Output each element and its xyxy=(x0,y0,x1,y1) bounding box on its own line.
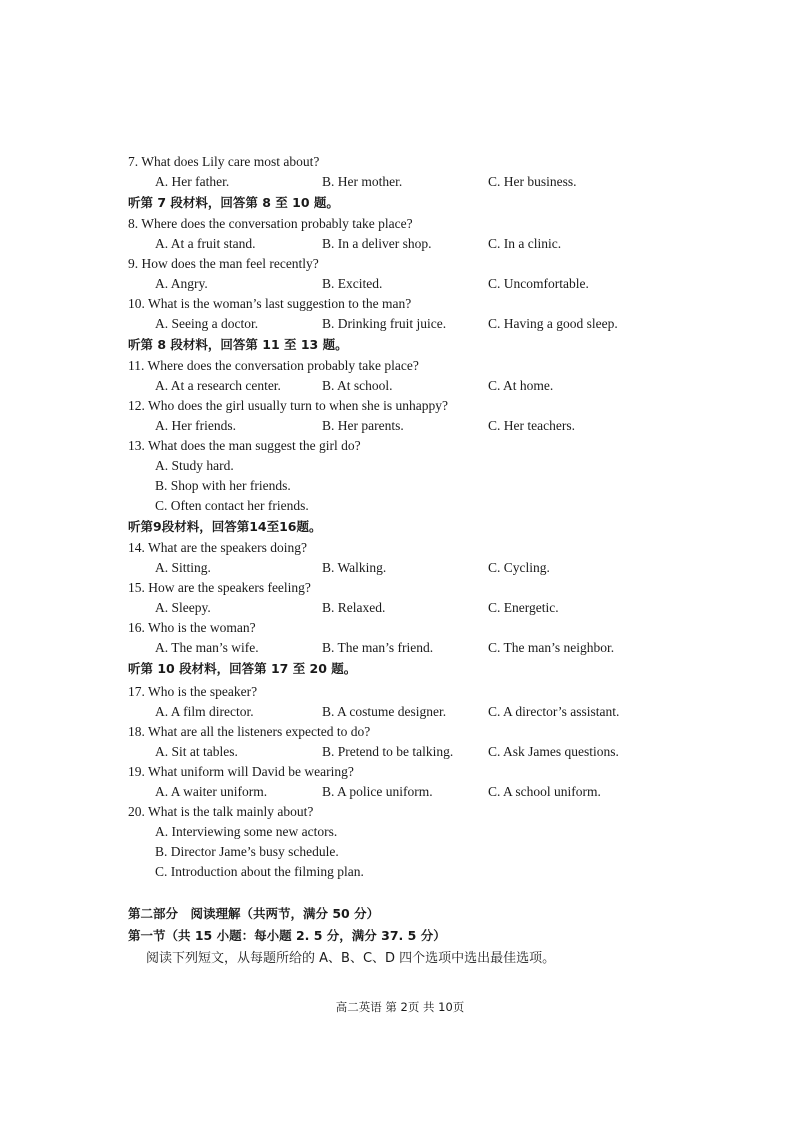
option-b: B. Relaxed. xyxy=(322,600,386,615)
option-c: C. Energetic. xyxy=(488,600,559,615)
section-header-9: 听第9段材料，回答第14至16题。 xyxy=(128,519,322,534)
option-a: A. At a fruit stand. xyxy=(155,236,256,251)
question-16: 16. Who is the woman? xyxy=(128,620,256,635)
option-b: B. Drinking fruit juice. xyxy=(322,316,447,331)
option-b-text: B. Shop with her friends. xyxy=(155,478,291,493)
options-15 xyxy=(0,598,800,618)
options-10 xyxy=(0,314,800,334)
option-a-text: A. Interviewing some new actors. xyxy=(155,824,338,839)
options-18 xyxy=(0,742,800,762)
question-11: 11. Where does the conversation probably take place? xyxy=(128,358,419,373)
option-b: B. Pretend to be talking. xyxy=(322,744,454,759)
question-14: 14. What are the speakers doing? xyxy=(128,540,307,555)
options-19 xyxy=(0,782,800,802)
option-b: B. A police uniform. xyxy=(322,784,433,799)
option-b: B. The man’s friend. xyxy=(322,640,434,655)
option-a: A. At a research center. xyxy=(155,378,281,393)
options-11 xyxy=(0,376,800,396)
options-17 xyxy=(0,702,800,722)
options-9 xyxy=(0,274,800,294)
option-c xyxy=(0,862,800,882)
option-c: C. Her business. xyxy=(488,174,577,189)
options-14 xyxy=(0,558,800,578)
option-a: A. The man’s wife. xyxy=(155,640,259,655)
option-c: C. Her teachers. xyxy=(488,418,575,433)
option-b xyxy=(0,842,800,862)
option-a: A. Angry. xyxy=(155,276,208,291)
question-15: 15. How are the speakers feeling? xyxy=(128,580,311,595)
option-c: C. The man’s neighbor. xyxy=(488,640,615,655)
option-a: A. Sleepy. xyxy=(155,600,211,615)
option-b: B. Excited. xyxy=(322,276,383,291)
option-b-text: B. Director Jame’s busy schedule. xyxy=(155,844,339,859)
option-b: B. At school. xyxy=(322,378,393,393)
option-a: A. A waiter uniform. xyxy=(155,784,268,799)
option-c: C. Ask James questions. xyxy=(488,744,619,759)
options-16 xyxy=(0,638,800,658)
question-8: 8. Where does the conversation probably take place? xyxy=(128,216,413,231)
option-c xyxy=(0,496,800,516)
section-header-10: 听第 10 段材料，回答第 17 至 20 题。 xyxy=(128,661,357,676)
option-a: A. Sitting. xyxy=(155,560,211,575)
option-c: C. A school uniform. xyxy=(488,784,601,799)
option-c: C. At home. xyxy=(488,378,554,393)
question-9: 9. How does the man feel recently? xyxy=(128,256,319,271)
option-c: C. A director’s assistant. xyxy=(488,704,620,719)
option-b: B. Walking. xyxy=(322,560,387,575)
option-a: A. Her father. xyxy=(155,174,230,189)
question-17: 17. Who is the speaker? xyxy=(128,684,258,699)
option-b: B. Her parents. xyxy=(322,418,404,433)
options-12 xyxy=(0,416,800,436)
option-c: C. Cycling. xyxy=(488,560,550,575)
option-c: C. Uncomfortable. xyxy=(488,276,589,291)
question-20: 20. What is the talk mainly about? xyxy=(128,804,314,819)
option-c-text: C. Introduction about the filming plan. xyxy=(155,864,364,879)
question-12: 12. Who does the girl usually turn to when she is unhappy? xyxy=(128,398,448,413)
option-a: A. Sit at tables. xyxy=(155,744,238,759)
options-8 xyxy=(0,234,800,254)
option-a: A. Her friends. xyxy=(155,418,236,433)
options-7 xyxy=(0,172,800,192)
option-a: A. Seeing a doctor. xyxy=(155,316,259,331)
option-a-text: A. Study hard. xyxy=(155,458,234,473)
option-c-text: C. Often contact her friends. xyxy=(155,498,309,513)
section-header-7: 听第 7 段材料，回答第 8 至 10 题。 xyxy=(128,195,339,210)
question-18: 18. What are all the listeners expected to do? xyxy=(128,724,371,739)
option-c: C. In a clinic. xyxy=(488,236,562,251)
option-b xyxy=(0,476,800,496)
page-footer: 高二英语 第 2页 共 10页 xyxy=(335,1000,465,1014)
part2-title: 第二部分 阅读理解（共两节，满分 50 分） xyxy=(128,906,380,921)
option-b: B. A costume designer. xyxy=(322,704,447,719)
question-19: 19. What uniform will David be wearing? xyxy=(128,764,354,779)
option-a: A. A film director. xyxy=(155,704,254,719)
option-b: B. Her mother. xyxy=(322,174,403,189)
section-header-8: 听第 8 段材料，回答第 11 至 13 题。 xyxy=(128,337,348,352)
question-10: 10. What is the woman’s last suggestion to the man? xyxy=(128,296,412,311)
question-7: 7. What does Lily care most about? xyxy=(128,154,320,169)
option-a xyxy=(0,822,800,842)
part2-instruction: 阅读下列短文，从每题所给的 A、B、C、D 四个选项中选出最佳选项。 xyxy=(146,951,556,966)
option-a xyxy=(0,456,800,476)
question-13: 13. What does the man suggest the girl do? xyxy=(128,438,361,453)
part2-section1-title: 第一节（共 15 小题：每小题 2. 5 分，满分 37. 5 分） xyxy=(128,928,446,943)
option-c: C. Having a good sleep. xyxy=(488,316,618,331)
option-b: B. In a deliver shop. xyxy=(322,236,432,251)
